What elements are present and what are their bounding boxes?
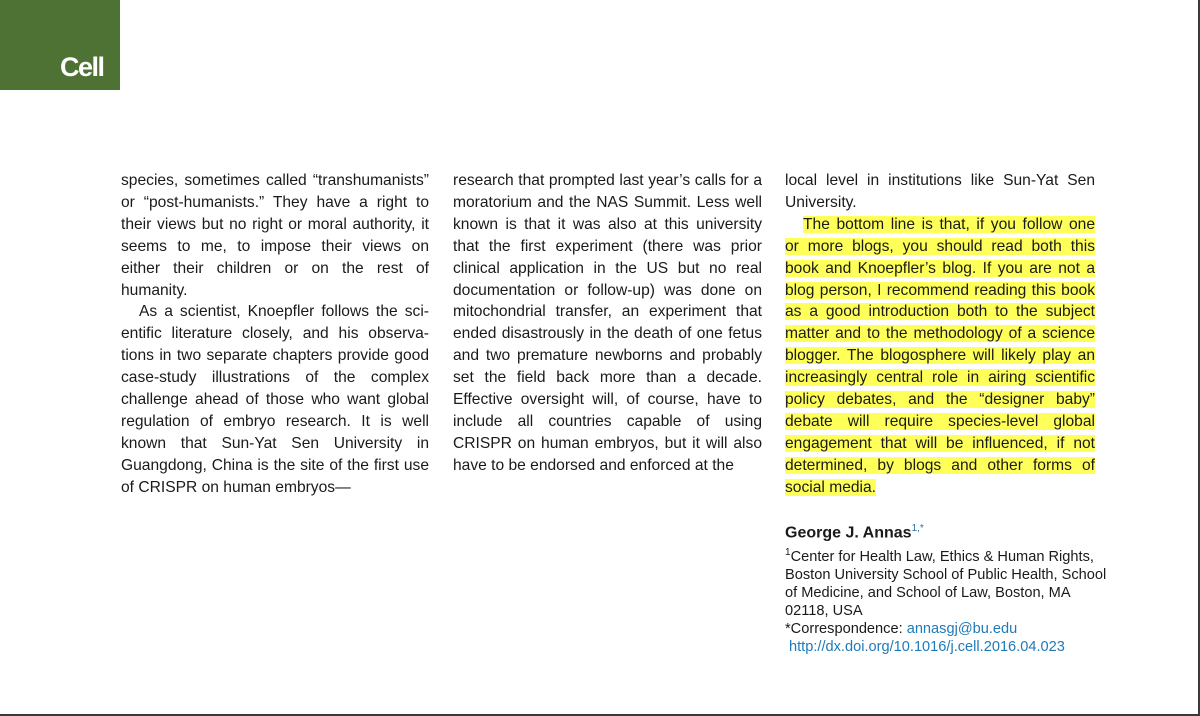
journal-logo-text: Cell <box>60 52 104 82</box>
author-superscript: 1,* <box>911 523 924 534</box>
affiliation <box>785 544 1115 620</box>
email-link[interactable]: annasgj@bu.edu <box>906 621 1018 638</box>
text-column-3 <box>785 170 1095 499</box>
author-name: George J. Annas <box>785 524 912 542</box>
affiliation-marker: 1 <box>785 547 791 559</box>
column-3-paragraph-2 <box>785 214 1095 499</box>
text-column-2 <box>453 170 762 477</box>
column-1-paragraph-2: As a scientist, Knoepfler follows the scientific literature closely, and his observations in two separate chapters provide good case-study illustrations of the complex challenge ahead of those who want global regulation of embryo research. It is well known that Sun-Yat Sen University in Guangdong, China is the site of the first use of CRISPR on human embryos— <box>121 303 429 496</box>
text-column-1 <box>121 170 429 499</box>
column-3-paragraph-1: local level in institutions like Sun-Yat Sen University. <box>785 172 1095 211</box>
column-1-paragraph-1: species, sometimes called “transhumanists” or “post-humanists.” They have a right to their views but no right or moral authority, it seems to me, to impose their views on either their children or on the rest of humanity. <box>121 172 429 299</box>
author-byline <box>785 518 1115 656</box>
highlighted-conclusion: The bottom line is that, if you follow one or more blogs, you should read both this book and Knoepfler’s blog. If you are not a blog person, I recommend reading this book as a good introduction both to the subject matter and to the methodology of a science blogger. The blogosphere will likely play an increasingly central role in airing scientific policy debates, and the “designer baby” debate will require species-level global engagement that will be influenced, if not determined, by blogs and other forms of social media. <box>785 215 1095 496</box>
doi-link[interactable]: http://dx.doi.org/10.1016/j.cell.2016.04.023 <box>789 639 1065 656</box>
correspondence-label: *Correspondence: <box>785 621 907 638</box>
column-2-paragraph-1: research that prompted last year’s calls for a moratorium and the NAS Summit. Less well known is that it was also at this university that the first experiment (there was prior clinical application in the US but no real documentation or follow-up) was done on mitochondrial transfer, an experiment that ended disastrously in the death of one fetus and two premature newborns and probably set the field back more than a decade. Effective oversight will, of course, have to include all countries capable of using CRISPR on human embryos, but it will also have to be endorsed and enforced at the <box>453 172 762 474</box>
journal-logo <box>0 0 120 90</box>
correspondence <box>785 620 1115 638</box>
affiliation-text: Center for Health Law, Ethics & Human Rights, Boston University School of Public Health, School of Medicine, and School of Law, Boston, MA 02118, USA <box>785 549 1107 620</box>
author-line <box>785 518 1115 544</box>
